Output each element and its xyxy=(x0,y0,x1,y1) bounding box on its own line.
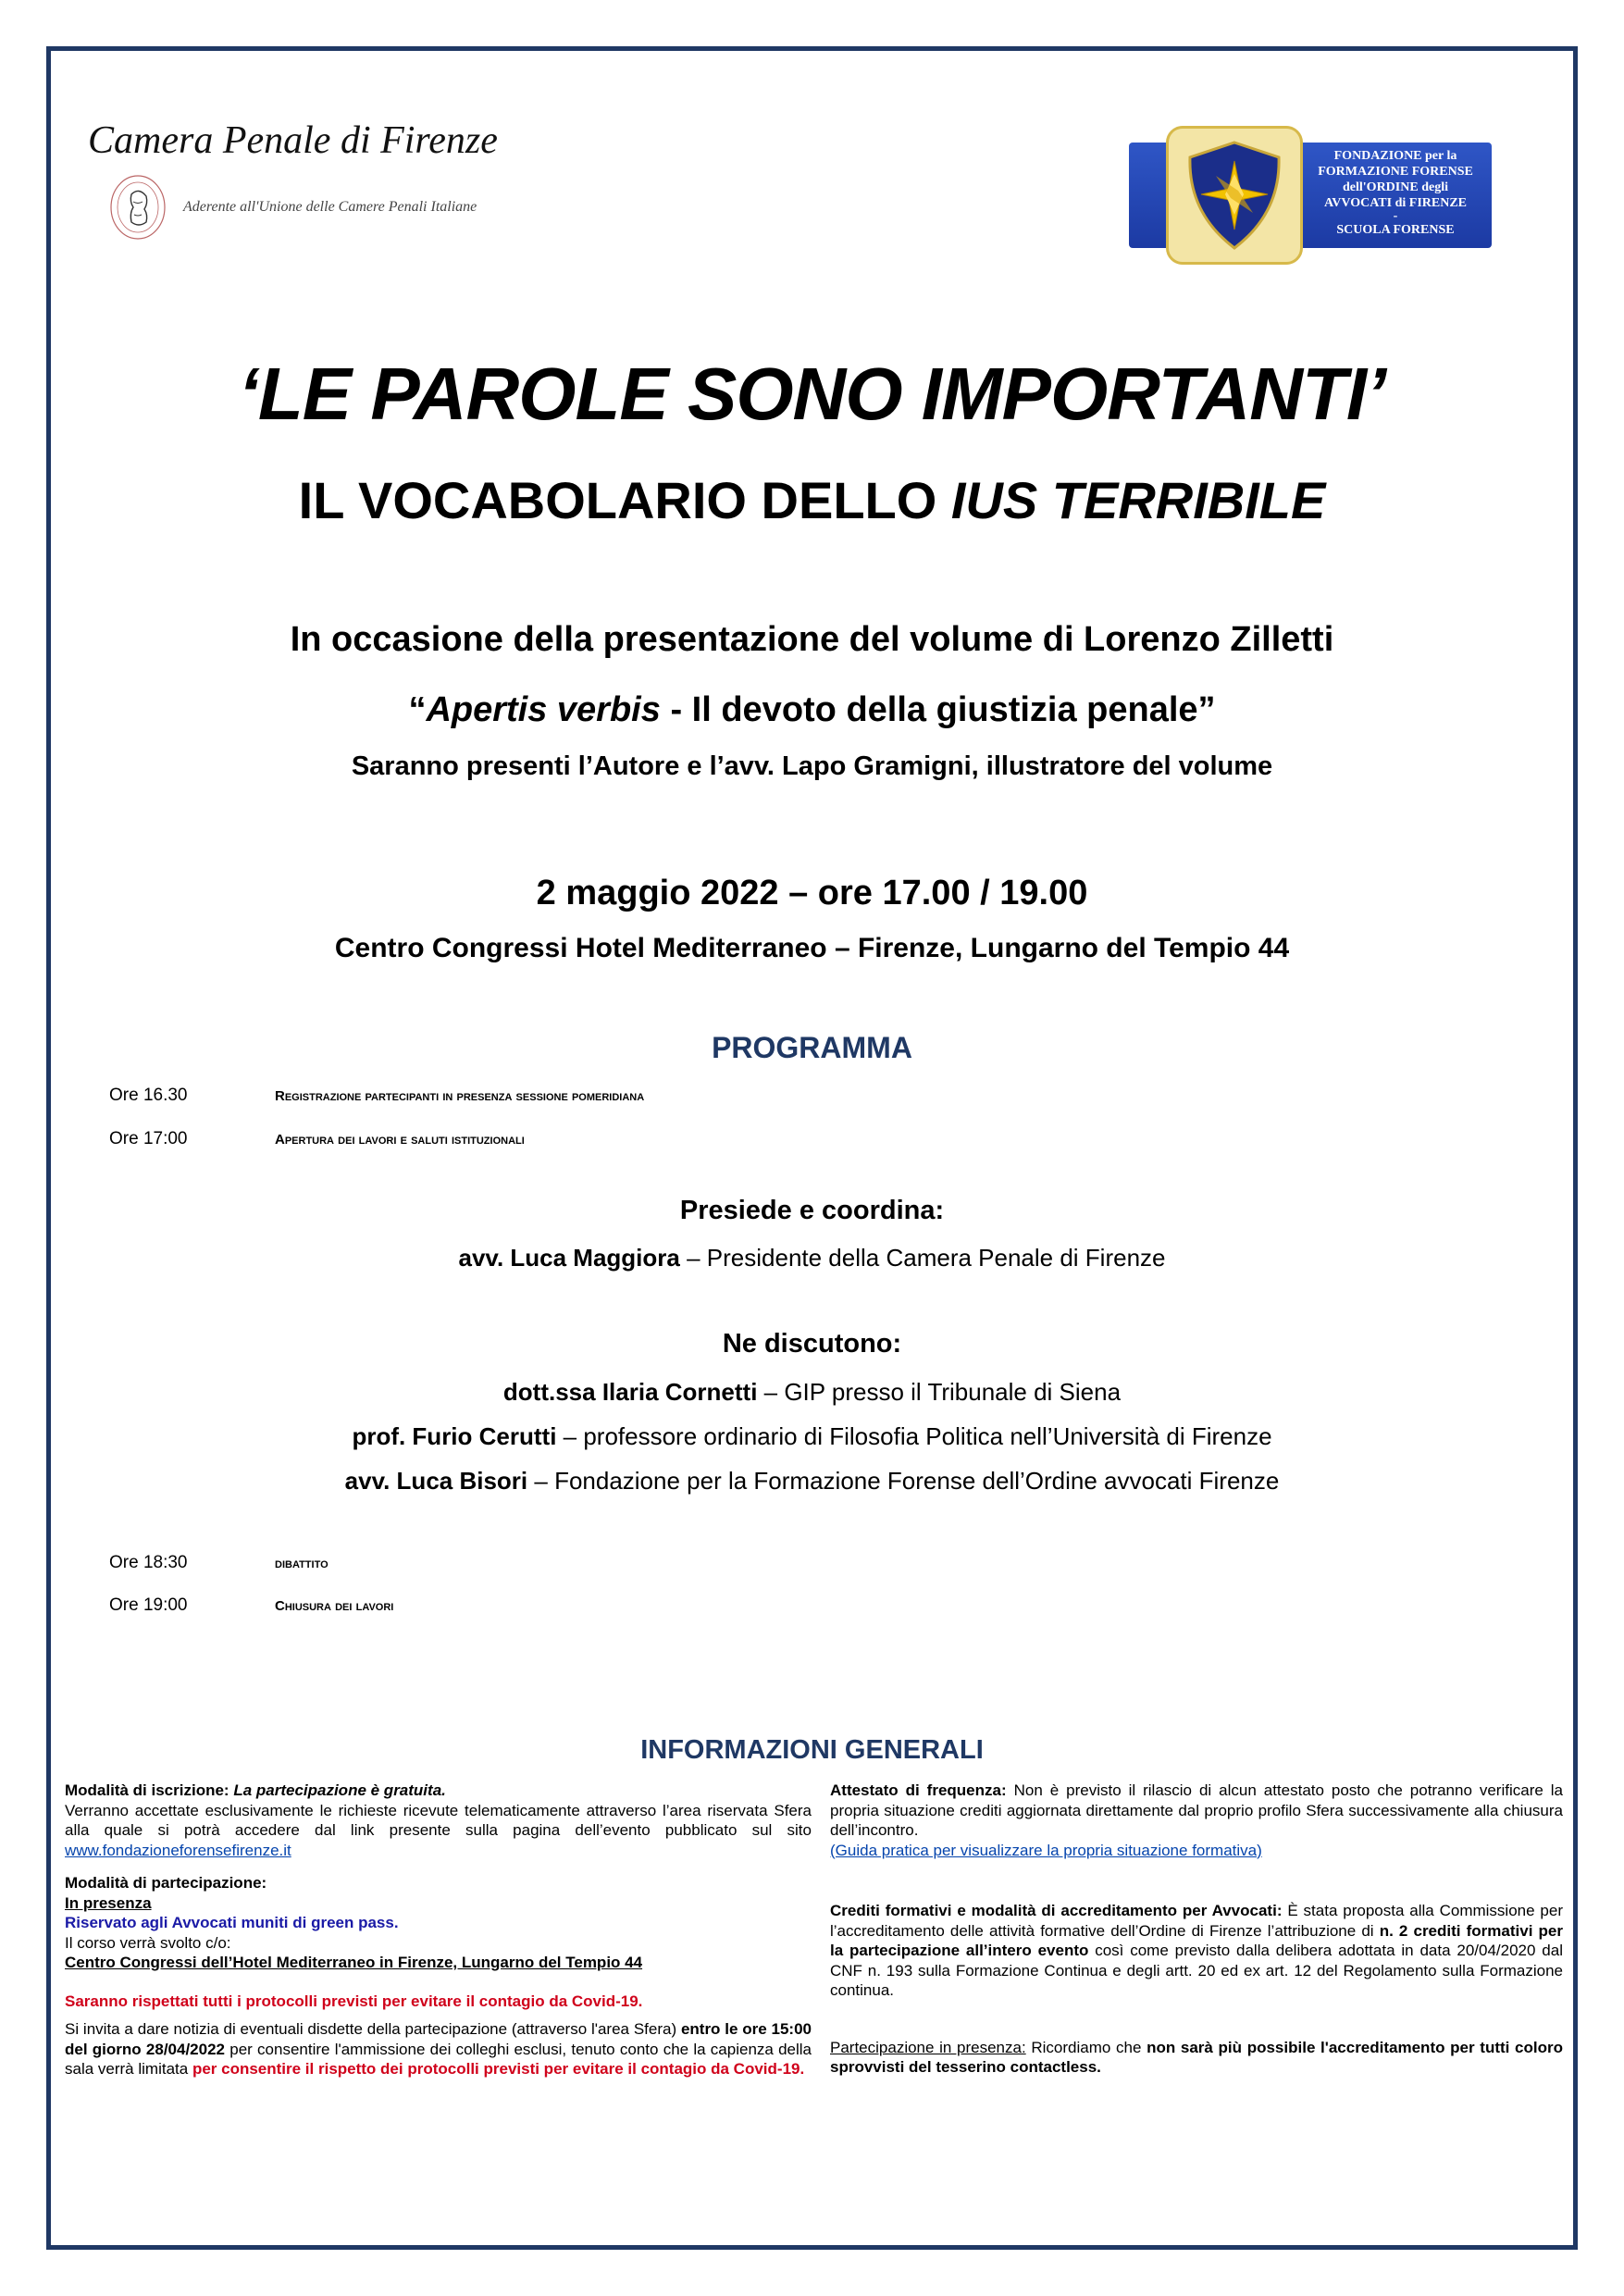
person-name: avv. Luca Maggiora xyxy=(458,1244,680,1272)
person-name: prof. Furio Cerutti xyxy=(352,1422,557,1450)
schedule-item xyxy=(275,1088,644,1104)
subtitle xyxy=(0,470,1624,530)
presenza-paragraph xyxy=(830,2038,1563,2078)
schedule-time: Ore 19:00 xyxy=(109,1595,188,1615)
presenza-warning: non sarà più possibile l'accreditamento per tutti coloro sprovvisti del tesserino contactless. xyxy=(830,2038,1563,2076)
chair-heading: Presiede e coordina: xyxy=(679,1196,945,1225)
person-role: – Presidente della Camera Penale di Firenze xyxy=(679,1244,1166,1272)
chair-person xyxy=(0,1244,1624,1272)
schedule-item xyxy=(275,1598,393,1614)
speaker xyxy=(0,1467,1624,1496)
logo-line: dell'ORDINE degli xyxy=(1343,180,1448,194)
crediti-paragraph xyxy=(830,1901,1563,2001)
speaker xyxy=(0,1378,1624,1407)
organization-name: Camera Penale di Firenze xyxy=(88,119,498,162)
info-heading: INFORMAZIONI GENERALI xyxy=(640,1735,984,1765)
schedule-label: Registrazione partecipanti in presenza sessione pomeridiana xyxy=(275,1088,645,1104)
camera-penale-seal-logo xyxy=(109,174,167,241)
attestato-paragraph xyxy=(830,1781,1563,1860)
colon: : xyxy=(223,1781,234,1799)
event-date: 2 maggio 2022 – ore 17.00 / 19.00 xyxy=(536,874,1088,912)
in-presenza-label: In presenza xyxy=(65,1893,152,1912)
covid-protocol-note xyxy=(65,1992,812,2012)
schedule-label: Apertura dei lavori e saluti istituzionali xyxy=(275,1132,525,1148)
iscrizione-text: Verranno accettate esclusivamente le richieste ricevute telematicamente attraverso l’area riservata Sfera alla quale si potrà accedere dal link presente sulla pagina dell’evento pubblicato sul sito xyxy=(65,1801,812,1839)
schedule-time: Ore 16.30 xyxy=(109,1086,188,1105)
schedule-label: dibattito xyxy=(275,1556,329,1571)
info-right-column xyxy=(830,1781,1563,2078)
course-location-label: Il corso verrà svolto c/o: xyxy=(65,1933,231,1952)
course-location: Centro Congressi dell’Hotel Mediterraneo in Firenze, Lungarno del Tempio 44 xyxy=(65,1954,643,1971)
attestato-text: Non è previsto il rilascio di alcun attestato posto che potranno verificare la propria situazione crediti aggiornata direttamente dal proprio profilo Sfera successivamente alla chiusura dell’incontro. xyxy=(830,1781,1563,1839)
adherent-note: Aderente all'Unione delle Camere Penali Italiane xyxy=(183,199,477,215)
crediti-text: così come previsto dalla delibera adottata in data 20/04/2020 dal CNF n. 193 sulla Formazione Continua e degli artt. 20 ed ex art. 12 del Regolamento sulla Formazione continua. xyxy=(830,1942,1563,1999)
quote-open: “ xyxy=(408,690,427,729)
subtitle-prefix: IL VOCABOLARIO DELLO xyxy=(298,471,951,529)
fondazione-website-link[interactable]: www.fondazioneforensefirenze.it xyxy=(65,1841,291,1859)
person-role: – professore ordinario di Filosofia Politica nell’Università di Firenze xyxy=(556,1422,1272,1450)
speaker xyxy=(0,1422,1624,1451)
info-left-column xyxy=(65,1781,812,2079)
book-title-line xyxy=(0,690,1624,730)
crediti-text: È stata proposta alla Commissione per l’accreditamento delle attività formative dell’Ordine di Firenze l’attribuzione di xyxy=(830,1902,1563,1940)
subtitle-italic: IUS TERRIBILE xyxy=(950,471,1326,529)
logo-line: SCUOLA FORENSE xyxy=(1336,223,1455,237)
disdette-text: per consentire l'ammissione dei colleghi esclusi, tenuto conto che la capienza della sala verrà limitata xyxy=(65,2040,812,2078)
partecipazione-label: Modalità di partecipazione: xyxy=(65,1874,267,1892)
attestato-label: Attestato di frequenza: xyxy=(830,1781,1007,1799)
iscrizione-paragraph xyxy=(65,1781,812,1860)
event-venue: Centro Congressi Hotel Mediterraneo – Firenze, Lungarno del Tempio 44 xyxy=(334,933,1290,963)
crediti-label: Crediti formativi e modalità di accreditamento per Avvocati: xyxy=(830,1902,1283,1919)
crediti-amount: n. 2 crediti formativi per la partecipazione all’intero evento xyxy=(830,1921,1563,1959)
person-name: avv. Luca Bisori xyxy=(344,1467,528,1495)
schedule-time: Ore 17:00 xyxy=(109,1129,188,1148)
guida-pratica-link[interactable]: (Guida pratica per visualizzare la propria situazione formativa) xyxy=(830,1841,1262,1859)
compass-star-icon xyxy=(1183,137,1286,254)
schedule-item xyxy=(275,1132,525,1148)
logo-text xyxy=(1305,148,1486,238)
book-title-italic: Apertis verbis xyxy=(426,690,661,729)
disdette-covid-note: per consentire il rispetto dei protocolli previsti per evitare il contagio da Covid-19. xyxy=(192,2060,805,2078)
presence-line: Saranno presenti l’Autore e l’avv. Lapo Gramigni, illustratore del volume xyxy=(351,751,1273,781)
presenza-text: Ricordiamo che xyxy=(1025,2038,1147,2056)
programma-heading: PROGRAMMA xyxy=(712,1031,912,1064)
person-role: – Fondazione per la Formazione Forense dell’Ordine avvocati Firenze xyxy=(527,1467,1280,1495)
logo-line: AVVOCATI di FIRENZE xyxy=(1323,196,1467,210)
fondazione-forense-logo xyxy=(1129,126,1492,248)
book-title-rest: - Il devoto della giustizia penale” xyxy=(660,690,1216,729)
person-name: dott.ssa Ilaria Cornetti xyxy=(502,1378,758,1406)
logo-line: FONDAZIONE per la xyxy=(1333,149,1457,163)
person-role: – GIP presso il Tribunale di Siena xyxy=(757,1378,1122,1406)
logo-separator: - xyxy=(1393,209,1398,223)
iscrizione-value: La partecipazione è gratuita. xyxy=(233,1781,446,1799)
speakers-heading: Ne discutono: xyxy=(722,1329,902,1359)
presenza-label: Partecipazione in presenza: xyxy=(830,2038,1026,2056)
green-pass-note: Riservato agli Avvocati muniti di green pass. xyxy=(65,1914,399,1931)
schedule-label: Chiusura dei lavori xyxy=(275,1598,394,1614)
schedule-item xyxy=(275,1556,329,1571)
covid-protocol-text: Saranno rispettati tutti i protocolli previsti per evitare il contagio da Covid-19. xyxy=(65,1992,643,2010)
logo-line: FORMAZIONE FORENSE xyxy=(1318,165,1473,179)
disdette-deadline: entro le ore 15:00 del giorno 28/04/2022 xyxy=(65,2020,812,2058)
main-title: ‘LE PAROLE SONO IMPORTANTI’ xyxy=(238,353,1386,435)
schedule-time: Ore 18:30 xyxy=(109,1553,188,1572)
occasion-line: In occasione della presentazione del volume di Lorenzo Zilletti xyxy=(290,620,1334,659)
disdette-text: Si invita a dare notizia di eventuali disdette della partecipazione (attraverso l'area Sfera) xyxy=(65,2020,681,2038)
partecipazione-paragraph xyxy=(65,1873,812,1973)
disdette-paragraph xyxy=(65,2019,812,2079)
iscrizione-label: Modalità di iscrizione xyxy=(65,1781,224,1799)
